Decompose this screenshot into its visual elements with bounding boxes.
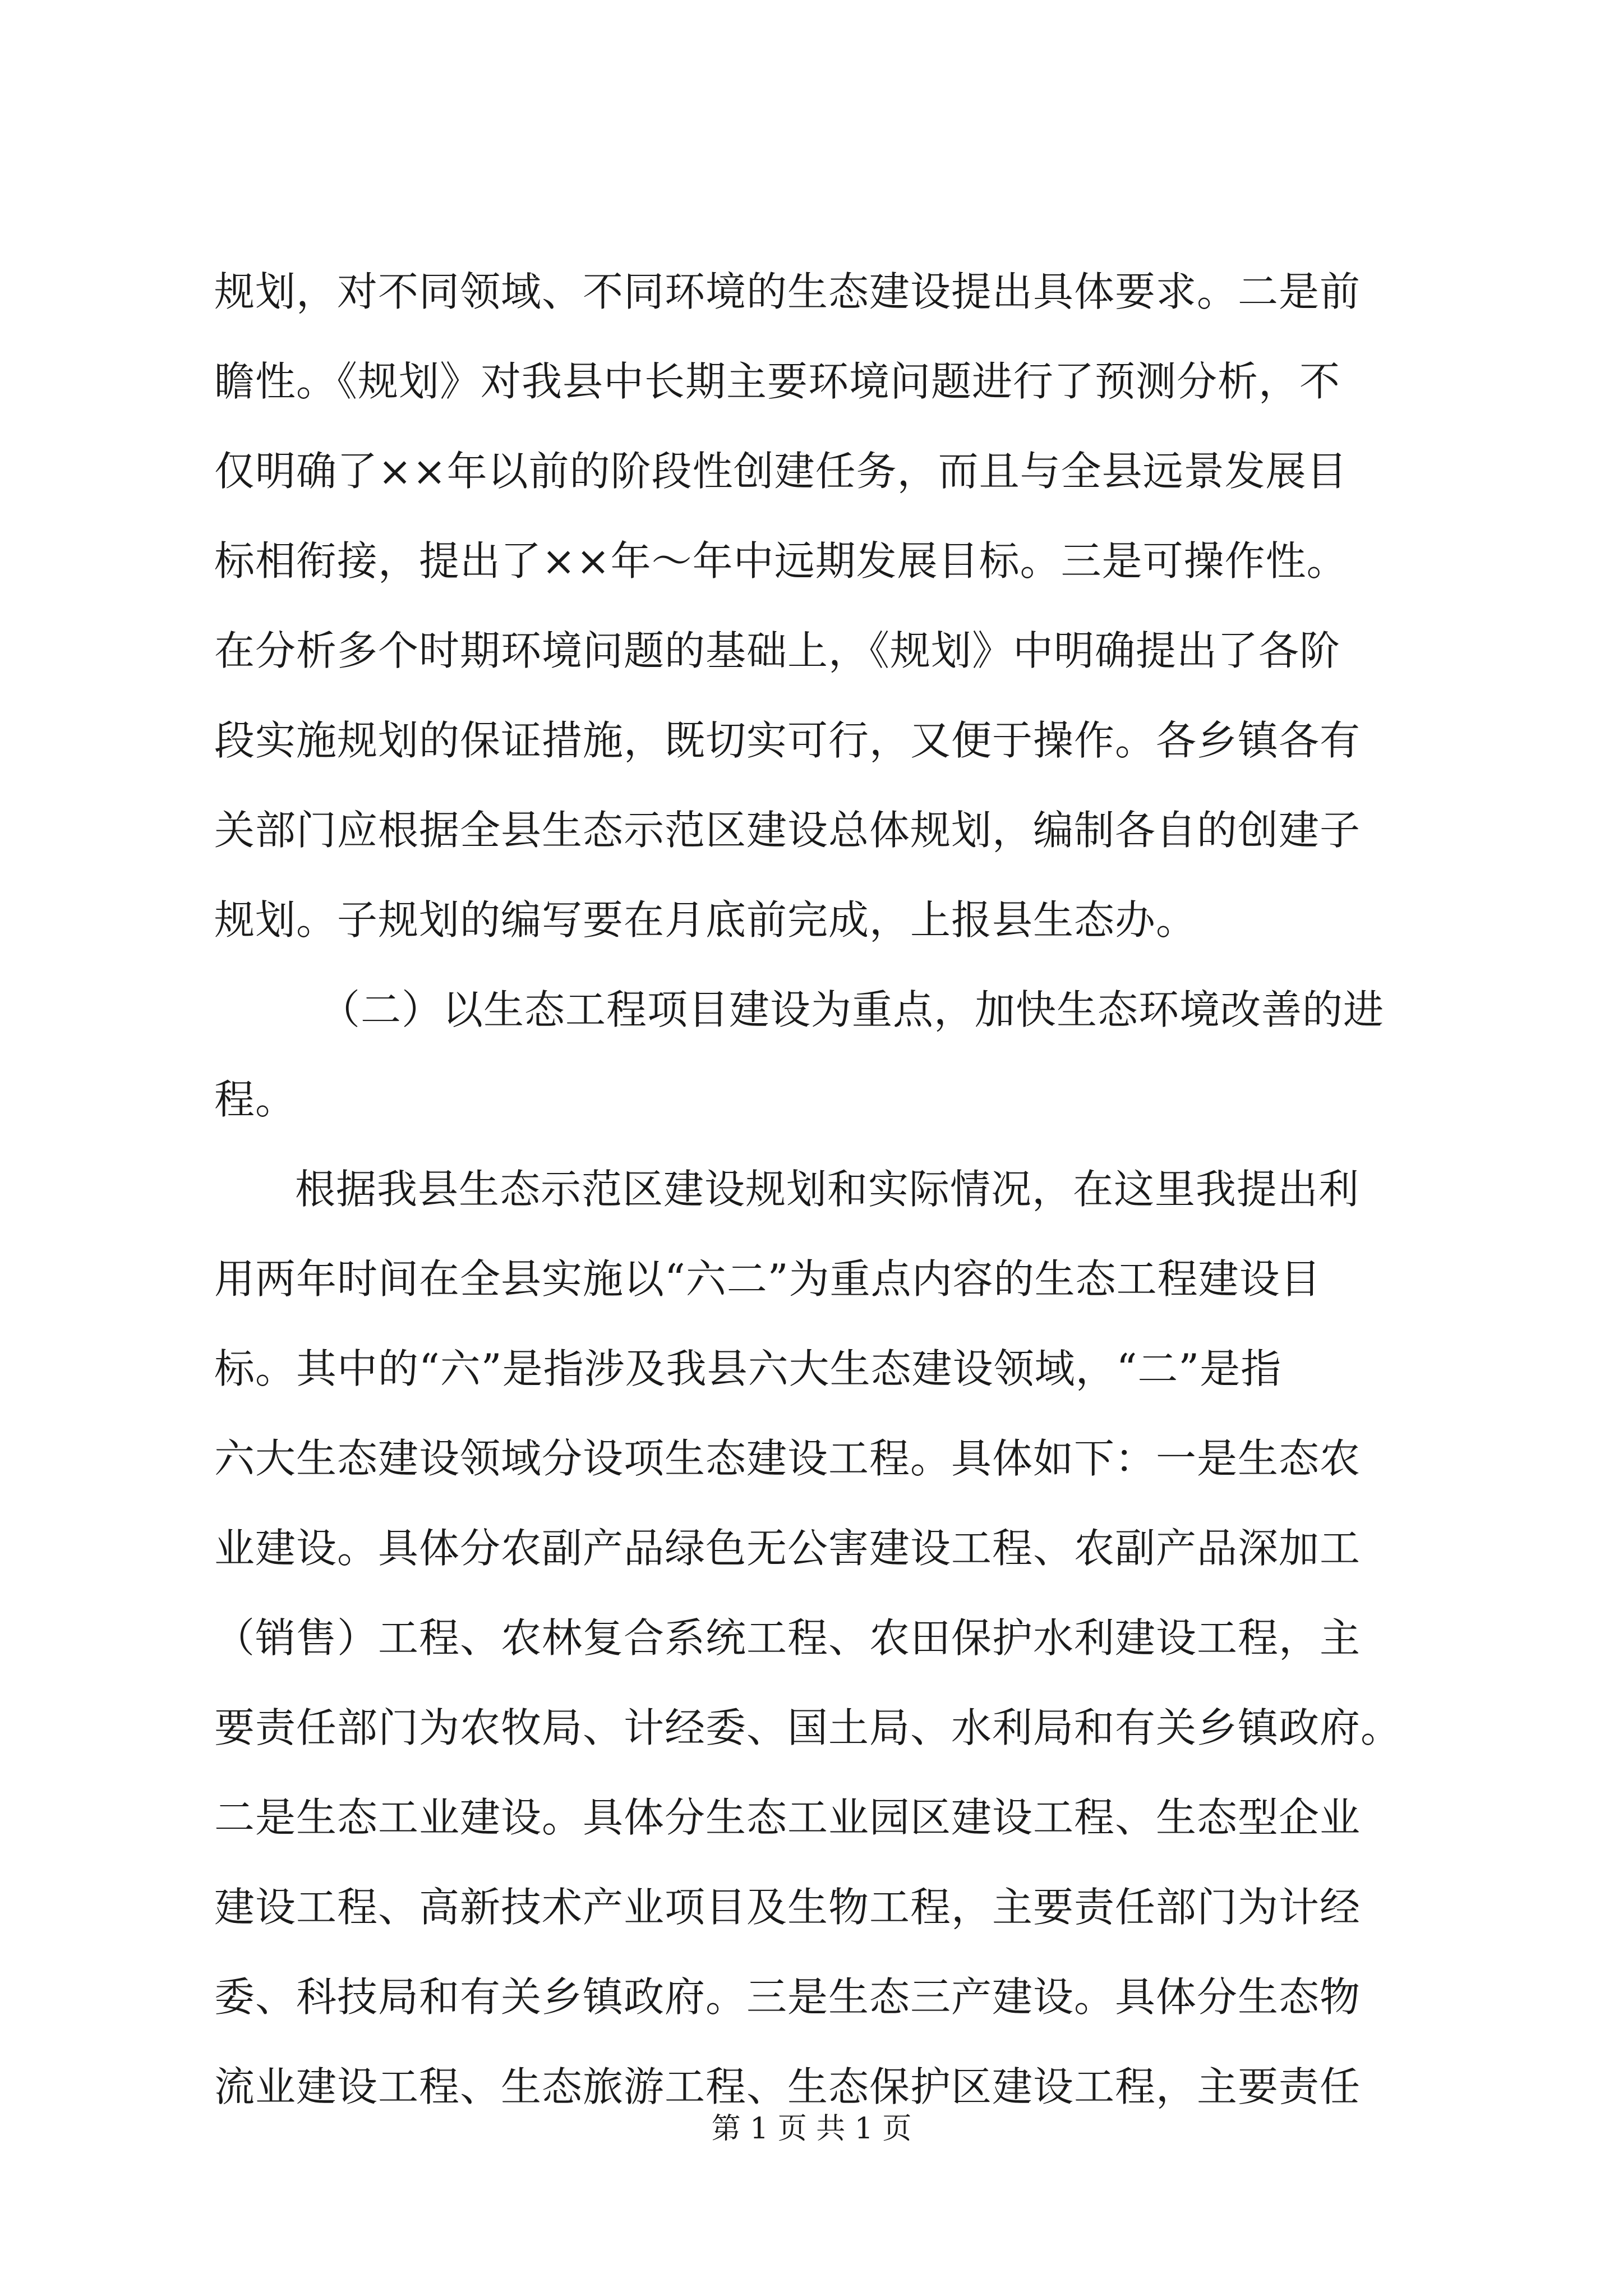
- page-footer: [0, 2109, 1623, 2148]
- text-line: 业建设。具体分农副产品绿色无公害建设工程、农副产品深加工: [214, 1525, 1361, 1572]
- text-line: 要责任部门为农牧局、计经委、国土局、水利局和有关乡镇政府。: [214, 1704, 1402, 1751]
- text-line: 标。其中的“六”是指涉及我县六大生态建设领域，“二”是指: [214, 1345, 1282, 1392]
- body-text: [214, 247, 1420, 2132]
- text-line: 段实施规划的保证措施，既切实可行，又便于操作。各乡镇各有: [214, 717, 1361, 764]
- text-line: 在分析多个时期环境问题的基础上，《规划》中明确提出了各阶: [214, 627, 1341, 674]
- text-line: 用两年时间在全县实施以“六二”为重点内容的生态工程建设目: [214, 1255, 1321, 1303]
- text-line: 二是生态工业建设。具体分生态工业园区建设工程、生态型企业: [214, 1794, 1361, 1841]
- text-line: 建设工程、高新技术产业项目及生物工程，主要责任部门为计经: [214, 1884, 1361, 1931]
- text-line: 标相衔接，提出了××年～年中远期发展目标。三是可操作性。: [214, 537, 1348, 585]
- text-line: 委、科技局和有关乡镇政府。三是生态三产建设。具体分生态物: [214, 1973, 1361, 2021]
- page-number: 第 1 页 共 1 页: [711, 2112, 912, 2146]
- text-line: 仅明确了××年以前的阶段性创建任务，而且与全县远景发展目: [214, 448, 1348, 495]
- text-line: 瞻性。《规划》对我县中长期主要环境问题进行了预测分析，不: [214, 358, 1341, 405]
- text-line: 程。: [214, 1076, 297, 1123]
- text-line: 关部门应根据全县生态示范区建设总体规划，编制各自的创建子: [214, 807, 1361, 854]
- text-line: 流业建设工程、生态旅游工程、生态保护区建设工程，主要责任: [214, 2063, 1361, 2110]
- paragraph-start: 根据我县生态示范区建设规划和实际情况，在这里我提出利: [295, 1166, 1360, 1213]
- text-line: （销售）工程、农林复合系统工程、农田保护水利建设工程，主: [214, 1614, 1361, 1662]
- text-line: 六大生态建设领域分设项生态建设工程。具体如下：一是生态农: [214, 1435, 1361, 1482]
- text-line: 规划，对不同领域、不同环境的生态建设提出具体要求。二是前: [214, 268, 1361, 315]
- section-heading: （二）以生态工程项目建设为重点，加快生态环境改善的进: [320, 986, 1385, 1033]
- text-line: 规划。子规划的编写要在月底前完成，上报县生态办。: [214, 896, 1197, 944]
